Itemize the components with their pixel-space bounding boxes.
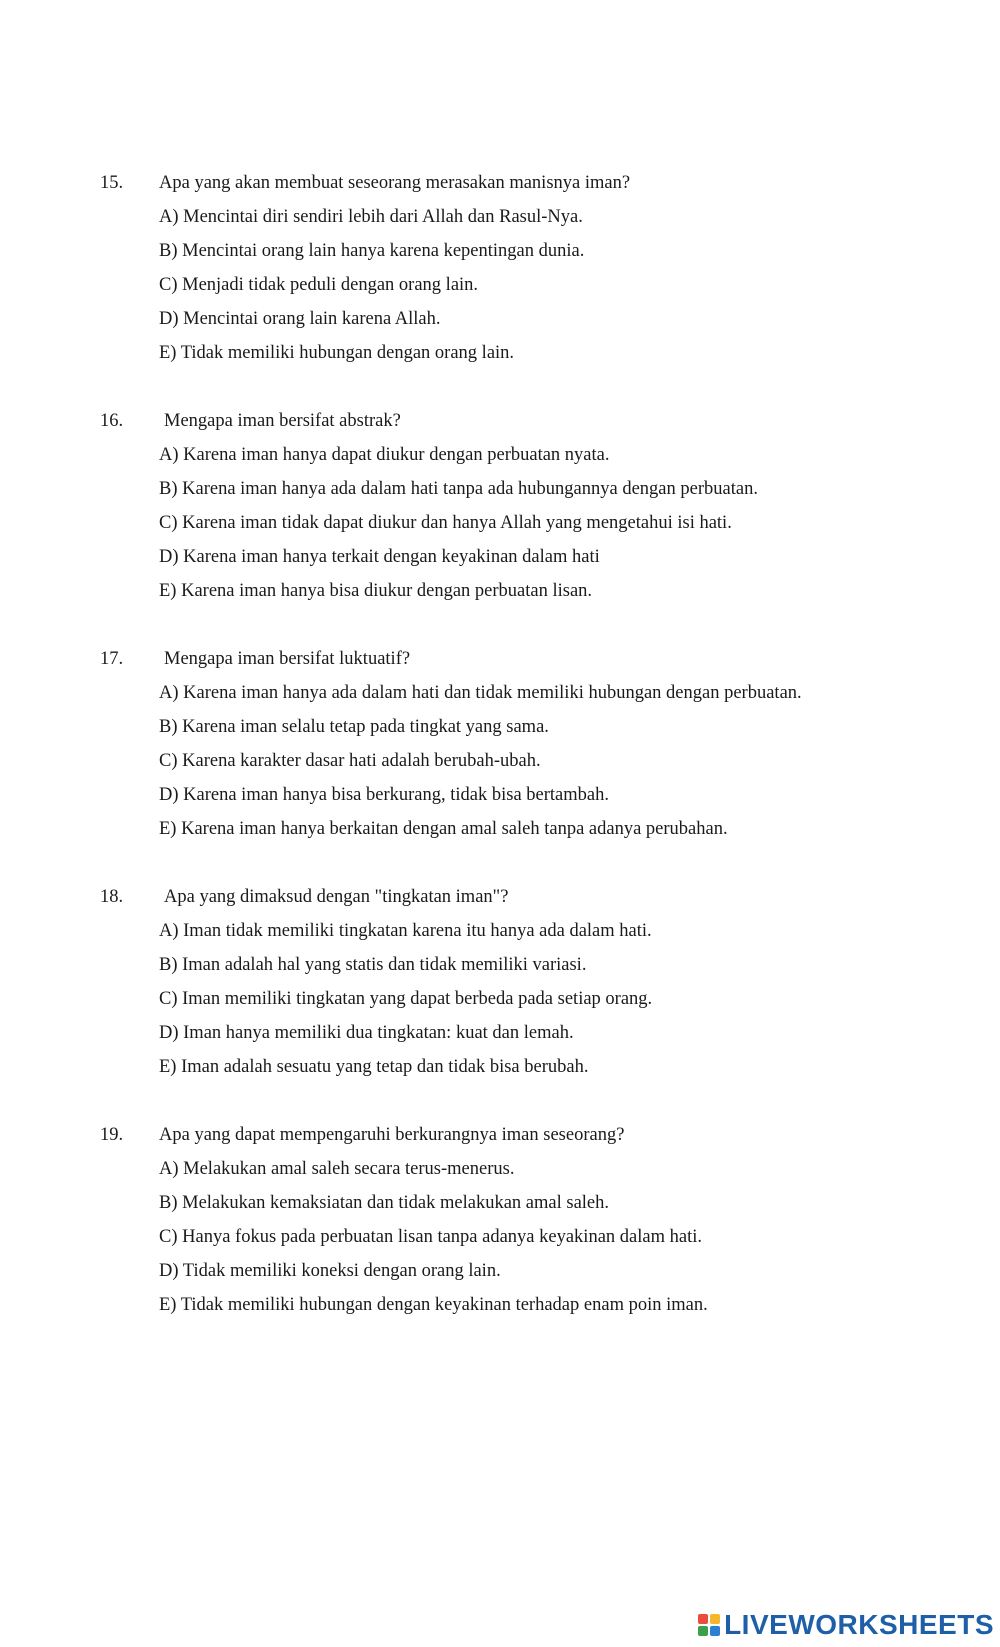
liveworksheets-logo-icon [698,1614,720,1636]
question-19 [0,1118,1000,1322]
option-a: A) Mencintai diri sendiri lebih dari Allah dan Rasul-Nya. [159,207,583,227]
option-e: E) Iman adalah sesuatu yang tetap dan tidak bisa berubah. [159,1057,589,1077]
question-number: 19. [100,1125,124,1145]
question-number: 16. [100,411,124,431]
question-text: Mengapa iman bersifat abstrak? [164,411,401,431]
brand-name: LIVEWORKSHEETS [724,1609,994,1640]
option-d: D) Karena iman hanya terkait dengan keyakinan dalam hati [159,547,600,567]
option-b: B) Karena iman selalu tetap pada tingkat yang sama. [159,717,549,737]
option-b: B) Karena iman hanya ada dalam hati tanpa ada hubungannya dengan perbuatan. [159,479,758,499]
logo-square-yellow [710,1614,720,1624]
question-text: Mengapa iman bersifat luktuatif? [164,649,411,669]
option-c: C) Hanya fokus pada perbuatan lisan tanpa adanya keyakinan dalam hati. [159,1227,702,1247]
question-line [0,880,1000,914]
option-b: B) Iman adalah hal yang statis dan tidak memiliki variasi. [159,955,587,975]
option-c: C) Menjadi tidak peduli dengan orang lain. [159,275,479,295]
logo-square-blue [710,1626,720,1636]
question-number: 15. [100,173,124,193]
option-a: A) Karena iman hanya ada dalam hati dan tidak memiliki hubungan dengan perbuatan. [159,683,802,703]
option-d: D) Karena iman hanya bisa berkurang, tidak bisa bertambah. [159,785,609,805]
question-line [0,166,1000,200]
liveworksheets-brand [698,1608,994,1642]
logo-square-red [698,1614,708,1624]
question-16 [0,404,1000,608]
question-text: Apa yang dimaksud dengan "tingkatan iman"? [164,887,509,907]
question-18 [0,880,1000,1084]
option-e: E) Tidak memiliki hubungan dengan keyakinan terhadap enam poin iman. [159,1295,708,1315]
option-c: C) Iman memiliki tingkatan yang dapat berbeda pada setiap orang. [159,989,653,1009]
question-number: 17. [100,649,124,669]
question-line [0,1118,1000,1152]
option-d: D) Mencintai orang lain karena Allah. [159,309,441,329]
option-c: C) Karena karakter dasar hati adalah berubah-ubah. [159,751,541,771]
question-line [0,404,1000,438]
option-e: E) Tidak memiliki hubungan dengan orang lain. [159,343,515,363]
option-e: E) Karena iman hanya bisa diukur dengan perbuatan lisan. [159,581,593,601]
question-17 [0,642,1000,846]
question-number: 18. [100,887,124,907]
option-b: B) Melakukan kemaksiatan dan tidak melakukan amal saleh. [159,1193,610,1213]
option-a: A) Karena iman hanya dapat diukur dengan perbuatan nyata. [159,445,610,465]
question-text: Apa yang akan membuat seseorang merasakan manisnya iman? [159,173,631,193]
option-e: E) Karena iman hanya berkaitan dengan amal saleh tanpa adanya perubahan. [159,819,728,839]
option-a: A) Melakukan amal saleh secara terus-menerus. [159,1159,515,1179]
option-a: A) Iman tidak memiliki tingkatan karena itu hanya ada dalam hati. [159,921,652,941]
option-b: B) Mencintai orang lain hanya karena kepentingan dunia. [159,241,585,261]
question-text: Apa yang dapat mempengaruhi berkurangnya iman seseorang? [159,1125,625,1145]
question-15 [0,166,1000,370]
option-d: D) Tidak memiliki koneksi dengan orang lain. [159,1261,501,1281]
option-c: C) Karena iman tidak dapat diukur dan hanya Allah yang mengetahui isi hati. [159,513,732,533]
logo-square-green [698,1626,708,1636]
option-d: D) Iman hanya memiliki dua tingkatan: kuat dan lemah. [159,1023,574,1043]
question-line [0,642,1000,676]
